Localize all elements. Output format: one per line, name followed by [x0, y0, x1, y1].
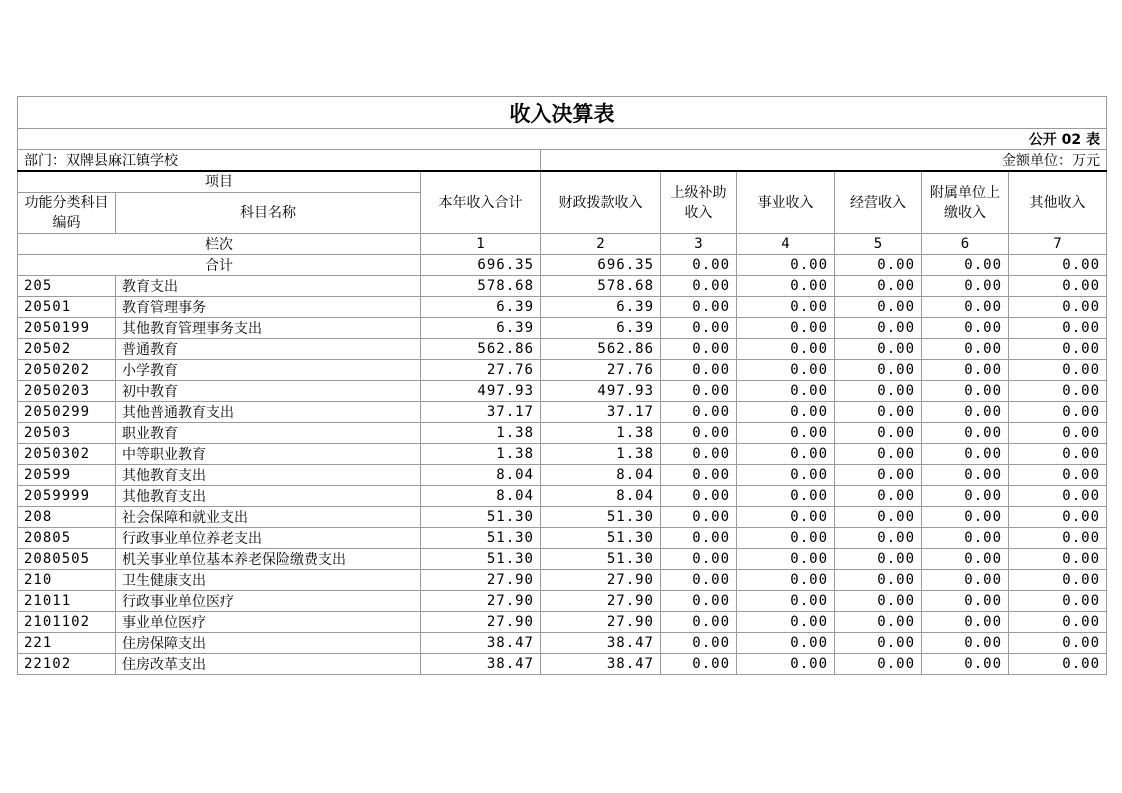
- column-number-row: [18, 234, 1107, 255]
- amount-cell: 0.00: [922, 486, 1009, 507]
- amount-cell: 0.00: [661, 528, 737, 549]
- amount-cell: 8.04: [541, 465, 661, 486]
- amount-cell: 0.00: [922, 549, 1009, 570]
- amount-cell: 0.00: [1009, 297, 1107, 318]
- amount-cell: 8.04: [421, 486, 541, 507]
- subject-name: 其他教育支出: [116, 486, 421, 507]
- amount-cell: 0.00: [737, 381, 835, 402]
- function-code: 20502: [18, 339, 116, 360]
- subject-name: 教育支出: [116, 276, 421, 297]
- subject-name: 教育管理事务: [116, 297, 421, 318]
- amount-cell: 562.86: [541, 339, 661, 360]
- total-row: [18, 255, 1107, 276]
- amount-cell: 0.00: [661, 360, 737, 381]
- subject-name: 其他普通教育支出: [116, 402, 421, 423]
- department-label: 部门：双牌县麻江镇学校: [18, 150, 541, 172]
- amount-cell: 0.00: [661, 654, 737, 675]
- header-business: 事业收入: [737, 171, 835, 234]
- amount-cell: 38.47: [541, 654, 661, 675]
- subject-name: 其他教育支出: [116, 465, 421, 486]
- subject-name: 小学教育: [116, 360, 421, 381]
- function-code: 20501: [18, 297, 116, 318]
- amount-cell: 0.00: [922, 528, 1009, 549]
- table-row: [18, 528, 1107, 549]
- amount-cell: 0.00: [737, 297, 835, 318]
- function-code: 20503: [18, 423, 116, 444]
- table-row: [18, 423, 1107, 444]
- form-number: 公开 02 表: [18, 129, 1107, 150]
- amount-cell: 0.00: [661, 276, 737, 297]
- column-number: 1: [421, 234, 541, 255]
- amount-cell: 0.00: [835, 381, 922, 402]
- amount-cell: 0.00: [1009, 528, 1107, 549]
- amount-cell: 0.00: [835, 465, 922, 486]
- total-value: 696.35: [541, 255, 661, 276]
- amount-cell: 497.93: [541, 381, 661, 402]
- amount-cell: 0.00: [737, 654, 835, 675]
- subject-name: 社会保障和就业支出: [116, 507, 421, 528]
- amount-cell: 0.00: [1009, 507, 1107, 528]
- amount-cell: 0.00: [737, 591, 835, 612]
- amount-cell: 6.39: [541, 318, 661, 339]
- amount-cell: 0.00: [922, 570, 1009, 591]
- subject-name: 住房保障支出: [116, 633, 421, 654]
- amount-cell: 0.00: [835, 507, 922, 528]
- income-statement-sheet: [17, 96, 1106, 675]
- table-row: [18, 591, 1107, 612]
- amount-cell: 0.00: [922, 654, 1009, 675]
- amount-cell: 51.30: [421, 549, 541, 570]
- amount-cell: 0.00: [661, 612, 737, 633]
- amount-cell: 0.00: [737, 318, 835, 339]
- amount-cell: 0.00: [737, 612, 835, 633]
- amount-cell: 0.00: [835, 297, 922, 318]
- amount-cell: 0.00: [661, 402, 737, 423]
- amount-cell: 0.00: [1009, 402, 1107, 423]
- amount-cell: 0.00: [661, 297, 737, 318]
- amount-cell: 27.90: [421, 612, 541, 633]
- amount-cell: 0.00: [922, 276, 1009, 297]
- amount-cell: 6.39: [421, 318, 541, 339]
- amount-cell: 0.00: [922, 360, 1009, 381]
- amount-cell: 0.00: [835, 612, 922, 633]
- amount-cell: 0.00: [922, 297, 1009, 318]
- amount-cell: 27.90: [541, 570, 661, 591]
- function-code: 2059999: [18, 486, 116, 507]
- unit-label: 金额单位：万元: [541, 150, 1107, 172]
- amount-cell: 51.30: [421, 507, 541, 528]
- amount-cell: 0.00: [737, 528, 835, 549]
- table-row: [18, 633, 1107, 654]
- income-table: [17, 96, 1107, 675]
- subject-name: 行政事业单位医疗: [116, 591, 421, 612]
- amount-cell: 0.00: [835, 633, 922, 654]
- table-row: [18, 612, 1107, 633]
- amount-cell: 0.00: [661, 549, 737, 570]
- amount-cell: 38.47: [421, 633, 541, 654]
- subject-name: 普通教育: [116, 339, 421, 360]
- amount-cell: 0.00: [922, 507, 1009, 528]
- amount-cell: 8.04: [421, 465, 541, 486]
- table-row: [18, 654, 1107, 675]
- amount-cell: 0.00: [737, 423, 835, 444]
- amount-cell: 0.00: [835, 339, 922, 360]
- amount-cell: 0.00: [1009, 486, 1107, 507]
- table-row: [18, 360, 1107, 381]
- table-row: [18, 339, 1107, 360]
- table-row: [18, 549, 1107, 570]
- amount-cell: 0.00: [737, 486, 835, 507]
- amount-cell: 0.00: [922, 444, 1009, 465]
- amount-cell: 38.47: [421, 654, 541, 675]
- amount-cell: 0.00: [661, 381, 737, 402]
- subject-name: 卫生健康支出: [116, 570, 421, 591]
- amount-cell: 0.00: [835, 276, 922, 297]
- amount-cell: 0.00: [1009, 381, 1107, 402]
- header-fiscal: 财政拨款收入: [541, 171, 661, 234]
- column-number: 7: [1009, 234, 1107, 255]
- amount-cell: 497.93: [421, 381, 541, 402]
- amount-cell: 0.00: [835, 549, 922, 570]
- amount-cell: 0.00: [922, 423, 1009, 444]
- amount-cell: 1.38: [541, 444, 661, 465]
- amount-cell: 0.00: [737, 465, 835, 486]
- amount-cell: 0.00: [922, 465, 1009, 486]
- table-row: [18, 570, 1107, 591]
- amount-cell: 0.00: [661, 591, 737, 612]
- column-number: 5: [835, 234, 922, 255]
- amount-cell: 0.00: [1009, 612, 1107, 633]
- column-number: 6: [922, 234, 1009, 255]
- table-row: [18, 444, 1107, 465]
- amount-cell: 0.00: [1009, 654, 1107, 675]
- header-item: 项目: [18, 171, 421, 193]
- function-code: 208: [18, 507, 116, 528]
- function-code: 2050299: [18, 402, 116, 423]
- amount-cell: 0.00: [1009, 591, 1107, 612]
- amount-cell: 0.00: [661, 633, 737, 654]
- subject-name: 机关事业单位基本养老保险缴费支出: [116, 549, 421, 570]
- amount-cell: 27.76: [541, 360, 661, 381]
- amount-cell: 0.00: [737, 507, 835, 528]
- header-superior-subsidy: 上级补助收入: [661, 171, 737, 234]
- amount-cell: 0.00: [922, 402, 1009, 423]
- subject-name: 住房改革支出: [116, 654, 421, 675]
- function-code: 210: [18, 570, 116, 591]
- amount-cell: 1.38: [421, 423, 541, 444]
- amount-cell: 0.00: [835, 591, 922, 612]
- subject-name: 初中教育: [116, 381, 421, 402]
- amount-cell: 0.00: [835, 402, 922, 423]
- amount-cell: 38.47: [541, 633, 661, 654]
- amount-cell: 0.00: [661, 318, 737, 339]
- total-value: 0.00: [922, 255, 1009, 276]
- table-row: [18, 297, 1107, 318]
- table-row: [18, 381, 1107, 402]
- amount-cell: 0.00: [661, 465, 737, 486]
- function-code: 2101102: [18, 612, 116, 633]
- amount-cell: 0.00: [835, 360, 922, 381]
- amount-cell: 0.00: [1009, 423, 1107, 444]
- subject-name: 事业单位医疗: [116, 612, 421, 633]
- function-code: 2050302: [18, 444, 116, 465]
- amount-cell: 0.00: [737, 402, 835, 423]
- amount-cell: 0.00: [922, 612, 1009, 633]
- amount-cell: 8.04: [541, 486, 661, 507]
- amount-cell: 27.90: [541, 612, 661, 633]
- amount-cell: 0.00: [835, 570, 922, 591]
- amount-cell: 0.00: [922, 318, 1009, 339]
- amount-cell: 0.00: [1009, 360, 1107, 381]
- header-func-code: 功能分类科目编码: [18, 193, 116, 234]
- amount-cell: 0.00: [1009, 570, 1107, 591]
- amount-cell: 0.00: [835, 444, 922, 465]
- amount-cell: 0.00: [737, 276, 835, 297]
- function-code: 2050203: [18, 381, 116, 402]
- amount-cell: 578.68: [541, 276, 661, 297]
- amount-cell: 6.39: [421, 297, 541, 318]
- table-row: [18, 507, 1107, 528]
- table-row: [18, 465, 1107, 486]
- amount-cell: 0.00: [922, 339, 1009, 360]
- amount-cell: 51.30: [541, 528, 661, 549]
- header-other: 其他收入: [1009, 171, 1107, 234]
- amount-cell: 0.00: [737, 633, 835, 654]
- amount-cell: 27.90: [421, 570, 541, 591]
- amount-cell: 1.38: [421, 444, 541, 465]
- function-code: 221: [18, 633, 116, 654]
- amount-cell: 562.86: [421, 339, 541, 360]
- amount-cell: 0.00: [737, 360, 835, 381]
- total-value: 696.35: [421, 255, 541, 276]
- amount-cell: 0.00: [661, 423, 737, 444]
- amount-cell: 51.30: [541, 507, 661, 528]
- table-row: [18, 486, 1107, 507]
- amount-cell: 51.30: [541, 549, 661, 570]
- amount-cell: 0.00: [1009, 276, 1107, 297]
- amount-cell: 0.00: [922, 633, 1009, 654]
- amount-cell: 0.00: [1009, 318, 1107, 339]
- subject-name: 中等职业教育: [116, 444, 421, 465]
- table-row: [18, 402, 1107, 423]
- amount-cell: 0.00: [1009, 549, 1107, 570]
- amount-cell: 27.90: [541, 591, 661, 612]
- function-code: 2080505: [18, 549, 116, 570]
- total-value: 0.00: [1009, 255, 1107, 276]
- column-number: 3: [661, 234, 737, 255]
- amount-cell: 0.00: [737, 549, 835, 570]
- amount-cell: 0.00: [1009, 339, 1107, 360]
- function-code: 20805: [18, 528, 116, 549]
- amount-cell: 0.00: [835, 486, 922, 507]
- amount-cell: 578.68: [421, 276, 541, 297]
- column-number-label: 栏次: [18, 234, 421, 255]
- amount-cell: 0.00: [737, 339, 835, 360]
- amount-cell: 0.00: [835, 654, 922, 675]
- header-operating: 经营收入: [835, 171, 922, 234]
- total-value: 0.00: [835, 255, 922, 276]
- amount-cell: 0.00: [835, 423, 922, 444]
- amount-cell: 0.00: [1009, 633, 1107, 654]
- table-row: [18, 318, 1107, 339]
- function-code: 2050199: [18, 318, 116, 339]
- page-title: 收入决算表: [18, 97, 1107, 129]
- total-value: 0.00: [737, 255, 835, 276]
- column-number: 2: [541, 234, 661, 255]
- amount-cell: 0.00: [737, 444, 835, 465]
- header-affiliated: 附属单位上缴收入: [922, 171, 1009, 234]
- function-code: 2050202: [18, 360, 116, 381]
- amount-cell: 0.00: [922, 381, 1009, 402]
- amount-cell: 37.17: [421, 402, 541, 423]
- column-number: 4: [737, 234, 835, 255]
- amount-cell: 0.00: [1009, 465, 1107, 486]
- header-total-income: 本年收入合计: [421, 171, 541, 234]
- amount-cell: 0.00: [835, 528, 922, 549]
- amount-cell: 0.00: [661, 486, 737, 507]
- subject-name: 职业教育: [116, 423, 421, 444]
- amount-cell: 0.00: [661, 339, 737, 360]
- function-code: 22102: [18, 654, 116, 675]
- function-code: 21011: [18, 591, 116, 612]
- amount-cell: 0.00: [922, 591, 1009, 612]
- amount-cell: 0.00: [661, 444, 737, 465]
- amount-cell: 0.00: [737, 570, 835, 591]
- subject-name: 其他教育管理事务支出: [116, 318, 421, 339]
- amount-cell: 0.00: [661, 507, 737, 528]
- amount-cell: 51.30: [421, 528, 541, 549]
- amount-cell: 0.00: [835, 318, 922, 339]
- amount-cell: 0.00: [1009, 444, 1107, 465]
- amount-cell: 37.17: [541, 402, 661, 423]
- subject-name: 行政事业单位养老支出: [116, 528, 421, 549]
- amount-cell: 6.39: [541, 297, 661, 318]
- total-value: 0.00: [661, 255, 737, 276]
- total-label: 合计: [18, 255, 421, 276]
- function-code: 20599: [18, 465, 116, 486]
- amount-cell: 1.38: [541, 423, 661, 444]
- header-subject-name: 科目名称: [116, 193, 421, 234]
- table-row: [18, 276, 1107, 297]
- amount-cell: 27.76: [421, 360, 541, 381]
- function-code: 205: [18, 276, 116, 297]
- amount-cell: 0.00: [661, 570, 737, 591]
- amount-cell: 27.90: [421, 591, 541, 612]
